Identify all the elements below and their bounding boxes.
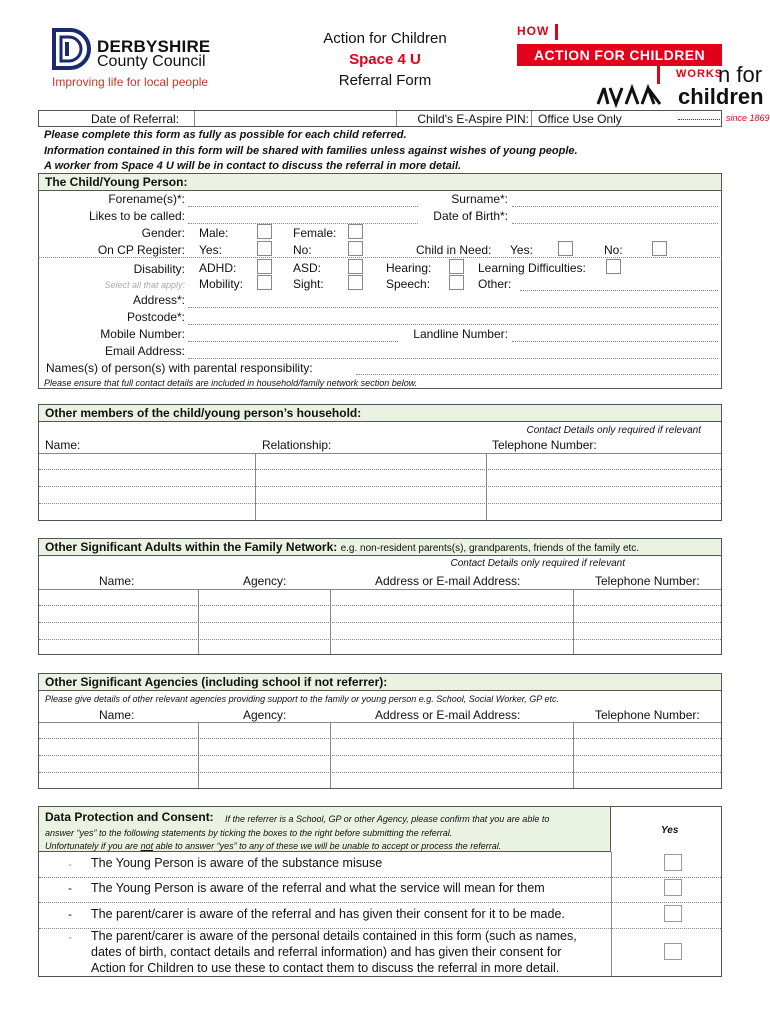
- title-line-3: Referral Form: [338, 72, 432, 89]
- postcode-field[interactable]: [188, 324, 718, 325]
- disability-label: Disability:: [133, 262, 185, 276]
- adults-section: [38, 538, 722, 655]
- table-row[interactable]: [39, 622, 721, 623]
- speech-label: Speech:: [386, 277, 431, 291]
- agencies-col-address: Address or E-mail Address:: [375, 708, 521, 722]
- household-title: Other members of the child/young person’s household:: [39, 405, 721, 422]
- hearing-label: Hearing:: [386, 261, 432, 275]
- adhd-label: ADHD:: [199, 261, 237, 275]
- date-of-referral-label: Date of Referral:: [91, 112, 180, 126]
- table-row[interactable]: [39, 772, 721, 773]
- forenames-label: Forename(s)*:: [108, 192, 185, 206]
- household-note: Contact Details only required if relevant: [526, 425, 701, 436]
- consent-3-checkbox[interactable]: [664, 905, 682, 922]
- parental-field[interactable]: [356, 374, 718, 375]
- adhd-checkbox[interactable]: [257, 259, 272, 274]
- cp-no-checkbox[interactable]: [348, 241, 363, 256]
- col-divider: [486, 453, 487, 520]
- cin-no-checkbox[interactable]: [652, 241, 667, 256]
- table-row[interactable]: [39, 755, 721, 756]
- afc-since: since 1869: [726, 113, 770, 123]
- child-in-need-label: Child in Need:: [416, 243, 492, 257]
- gender-label: Gender:: [141, 226, 185, 240]
- consent-1-checkbox[interactable]: [664, 854, 682, 871]
- cin-yes-label: Yes:: [510, 243, 533, 257]
- speech-checkbox[interactable]: [449, 275, 464, 290]
- surname-field[interactable]: [512, 206, 718, 207]
- top-row: [38, 110, 722, 127]
- likes-label: Likes to be called:: [88, 209, 185, 223]
- forenames-field[interactable]: [188, 206, 418, 207]
- agencies-section: [38, 673, 722, 789]
- learning-label: Learning Difficulties:: [478, 261, 586, 275]
- cp-register-label: On CP Register:: [97, 243, 185, 257]
- table-row[interactable]: [39, 605, 721, 606]
- mobility-label: Mobility:: [199, 277, 244, 291]
- consent-intro-3: [45, 839, 501, 853]
- afc-banner: ACTION FOR CHILDREN: [517, 44, 722, 66]
- grid-line: [39, 722, 721, 723]
- intro-3a: Unfortunately if you are: [45, 841, 141, 851]
- consent-item-4-line-1: The parent/carer is aware of the personal details contained in this form (such as names,: [91, 929, 577, 943]
- male-checkbox[interactable]: [257, 224, 272, 239]
- col-divider: [255, 453, 256, 520]
- table-row[interactable]: [39, 738, 721, 739]
- col-divider: [330, 589, 331, 654]
- agencies-col-agency: Agency:: [243, 708, 287, 722]
- adults-col-agency: Agency:: [243, 574, 287, 588]
- divider: [531, 111, 532, 126]
- col-divider: [198, 589, 199, 654]
- dob-label: Date of Birth*:: [433, 209, 508, 223]
- mobile-label: Mobile Number:: [100, 327, 185, 341]
- table-row[interactable]: [39, 503, 721, 504]
- consent-intro-2: answer “yes” to the following statements by ticking the boxes to the right before submitting the referral.: [45, 828, 453, 838]
- row-separator: [39, 877, 721, 878]
- cin-no-label: No:: [604, 243, 623, 257]
- title-line-1: Action for Children: [323, 30, 447, 47]
- agencies-title: Other Significant Agencies (including school if not referrer):: [39, 674, 721, 691]
- agencies-col-phone: Telephone Number:: [595, 708, 700, 722]
- instruction-2: Information contained in this form will be shared with families unless against wishes of young people.: [44, 145, 578, 157]
- hearing-checkbox[interactable]: [449, 259, 464, 274]
- cp-yes-checkbox[interactable]: [257, 241, 272, 256]
- derbyshire-d-icon: [52, 28, 92, 70]
- afc-n-for: n for: [718, 62, 763, 87]
- afc-works: WORKS: [676, 68, 724, 80]
- ensure-note: Please ensure that full contact details are included in household/family network section below.: [44, 378, 418, 388]
- row-separator: [39, 902, 721, 903]
- consent-2-checkbox[interactable]: [664, 879, 682, 896]
- derbyshire-logo: [52, 28, 227, 90]
- row-separator: [38, 257, 722, 258]
- adults-col-address: Address or E-mail Address:: [375, 574, 521, 588]
- agencies-note: Please give details of other relevant agencies providing support to the family or young person e.g. School, Social Worker, GP etc.: [45, 694, 559, 704]
- grid-line: [39, 453, 721, 454]
- form-title-block: [290, 28, 480, 91]
- adults-col-name: Name:: [99, 574, 135, 588]
- asd-checkbox[interactable]: [348, 259, 363, 274]
- col-divider: [611, 852, 612, 976]
- email-field[interactable]: [188, 358, 718, 359]
- consent-4-checkbox[interactable]: [664, 943, 682, 960]
- dcc-name-1: DERBYSHIRE: [97, 37, 211, 56]
- divider: [194, 111, 195, 126]
- dob-field[interactable]: [512, 223, 718, 224]
- sight-checkbox[interactable]: [348, 275, 363, 290]
- child-section-title: The Child/Young Person:: [39, 174, 721, 191]
- title-line-2: Space 4 U: [349, 51, 421, 68]
- consent-yes-col: Yes: [661, 825, 679, 836]
- asd-label: ASD:: [293, 261, 322, 275]
- email-label: Email Address:: [104, 344, 185, 358]
- intro-3b: able to answer “yes” to any of these we will be unable to accept or process the referral.: [153, 841, 502, 851]
- landline-field[interactable]: [512, 341, 718, 342]
- address-field[interactable]: [188, 307, 718, 308]
- dash: -: [68, 881, 72, 895]
- consent-intro-1: If the referrer is a School, GP or other Agency, please confirm that you are able to: [225, 814, 550, 824]
- intro-3-not: not: [140, 841, 154, 851]
- sight-label: Sight:: [293, 277, 324, 291]
- dash: -: [68, 930, 72, 944]
- household-col-phone: Telephone Number:: [492, 438, 597, 452]
- landline-label: Landline Number:: [413, 327, 508, 341]
- household-section: [38, 404, 722, 521]
- agencies-col-name: Name:: [99, 708, 135, 722]
- surname-label: Surname*:: [451, 192, 508, 206]
- dcc-name-2: County Council: [97, 53, 206, 70]
- female-label: Female:: [293, 226, 337, 240]
- consent-item-3: The parent/carer is aware of the referral and has given their consent for it to be made.: [91, 907, 565, 921]
- parental-label: Names(s) of person(s) with parental responsibility:: [46, 361, 313, 375]
- mobile-field[interactable]: [188, 341, 398, 342]
- col-divider: [330, 722, 331, 788]
- adults-title-note: e.g. non-resident parents(s), grandparents, friends of the family etc.: [340, 543, 640, 554]
- other-label: Other:: [478, 277, 512, 291]
- grid-line: [39, 589, 721, 590]
- cp-no-label: No:: [293, 243, 312, 257]
- col-divider: [573, 722, 574, 788]
- afc-bar-2: [657, 66, 660, 84]
- adults-note: Contact Details only required if relevant: [450, 558, 625, 569]
- table-row[interactable]: [39, 486, 721, 487]
- household-col-relationship: Relationship:: [262, 438, 332, 452]
- table-row[interactable]: [39, 469, 721, 470]
- consent-title: Data Protection and Consent:: [45, 810, 214, 824]
- postcode-label: Postcode*:: [126, 310, 185, 324]
- other-field[interactable]: [520, 290, 718, 291]
- afc-bar-1: [555, 24, 558, 40]
- learning-checkbox[interactable]: [606, 259, 621, 274]
- instruction-3: A worker from Space 4 U will be in contact to discuss the referral in more detail.: [44, 160, 462, 172]
- divider: [396, 111, 397, 126]
- afc-how: HOW: [517, 24, 550, 38]
- adults-col-phone: Telephone Number:: [595, 574, 700, 588]
- female-checkbox[interactable]: [348, 224, 363, 239]
- mobility-checkbox[interactable]: [257, 275, 272, 290]
- dash: -: [68, 907, 72, 921]
- col-divider: [573, 589, 574, 654]
- office-use-label: Office Use Only: [538, 112, 622, 126]
- instruction-1: Please complete this form as fully as possible for each child referred.: [44, 129, 407, 141]
- table-row[interactable]: [39, 639, 721, 640]
- household-col-name: Name:: [45, 438, 81, 452]
- col-divider: [198, 722, 199, 788]
- consent-item-4-line-2: dates of birth, contact details and referral information) and has given their consent for: [91, 945, 562, 959]
- cp-yes-label: Yes:: [199, 243, 222, 257]
- dash: -: [68, 857, 72, 871]
- adults-title-text: Other Significant Adults within the Family Network:: [45, 540, 338, 554]
- select-all-note: Select all that apply:: [104, 280, 185, 290]
- cin-yes-checkbox[interactable]: [558, 241, 573, 256]
- pin-label: Child's E-Aspire PIN:: [417, 112, 529, 126]
- afc-children: children: [678, 84, 764, 109]
- consent-item-4-line-3: Action for Children to use these to contact them to discuss the referral in more detail.: [91, 961, 560, 975]
- likes-field[interactable]: [188, 223, 418, 224]
- consent-item-1: The Young Person is aware of the substance misuse: [91, 856, 383, 870]
- consent-item-2: The Young Person is aware of the referral and what the service will mean for them: [91, 881, 545, 895]
- dcc-tagline: Improving life for local people: [52, 75, 209, 89]
- male-label: Male:: [199, 226, 229, 240]
- address-label: Address*:: [132, 293, 185, 307]
- adults-title: [39, 539, 721, 556]
